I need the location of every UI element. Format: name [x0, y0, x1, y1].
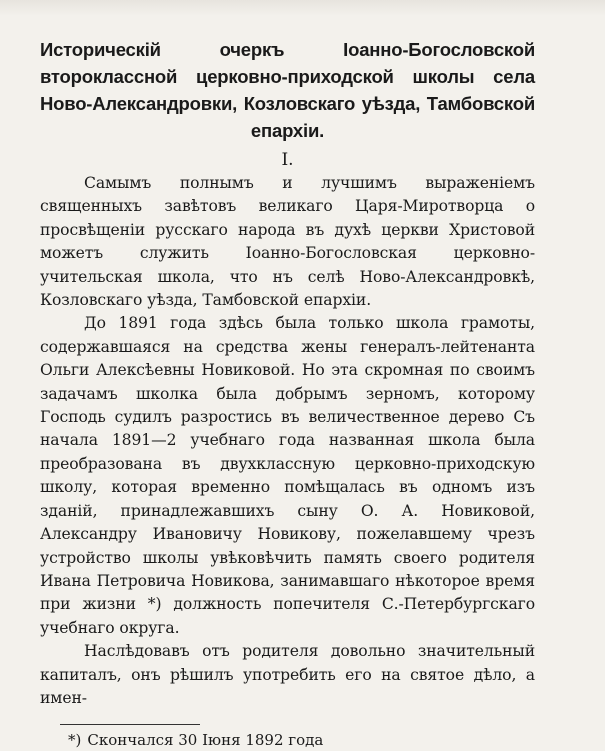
- document-heading: Историческiй очеркъ Iоанно-Богословской второклассной церковно-приходской школы села Ново-Александровки, Козловскаго уѣзда, Тамбовской епархiи.: [40, 39, 535, 141]
- footnote-text: Скончался 30 Iюня 1892 года: [87, 731, 324, 750]
- paragraph-2: До 1891 года здѣсь была только школа грамоты, содержавшаяся на средства жены генералъ-лейтенанта Ольги Алексѣевны Новиковой. Но эта скромная по своимъ задачамъ школка была добрымъ зерномъ, которому Господь судилъ разростись въ величественное дерево Съ начала 1891—2 учебнаго года названная школа была преобразована въ двухклассную церковно-приходскую школу, которая временно помѣщалась въ одномъ изъ зданiй, принадлежавшихъ сыну О. А. Новиковой, Александру Ивановичу Новикову, пожелавшему чрезъ устройство школы увѣковѣчить память своего родителя Ивана Петровича Новикова, занимавшаго нѣкоторое время при жизни *) должность попечителя С.-Петербургскаго учебнаго округа.: [40, 314, 535, 637]
- bleed-through-strip: [0, 0, 605, 16]
- paragraph-1: Самымъ полнымъ и лучшимъ выраженiемъ священныхъ завѣтовъ великаго Царя-Миротворца о просвѣщенiи русскаго народа въ духѣ церкви Христовой можетъ служить Iоанно-Богословская церковно-учительская школа, что нъ селѣ Ново-Александровкѣ, Козловскаго уѣзда, Тамбовской епархiи.: [40, 174, 535, 310]
- footnote-separator: [60, 724, 200, 725]
- footnote-mark: *): [68, 731, 82, 750]
- section-number: I.: [281, 150, 294, 170]
- footnote: [40, 729, 535, 751]
- paragraph-3: Наслѣдовавъ отъ родителя довольно значительный капиталъ, онъ рѣшилъ употребить его на святое дѣло, а имен-: [40, 642, 535, 707]
